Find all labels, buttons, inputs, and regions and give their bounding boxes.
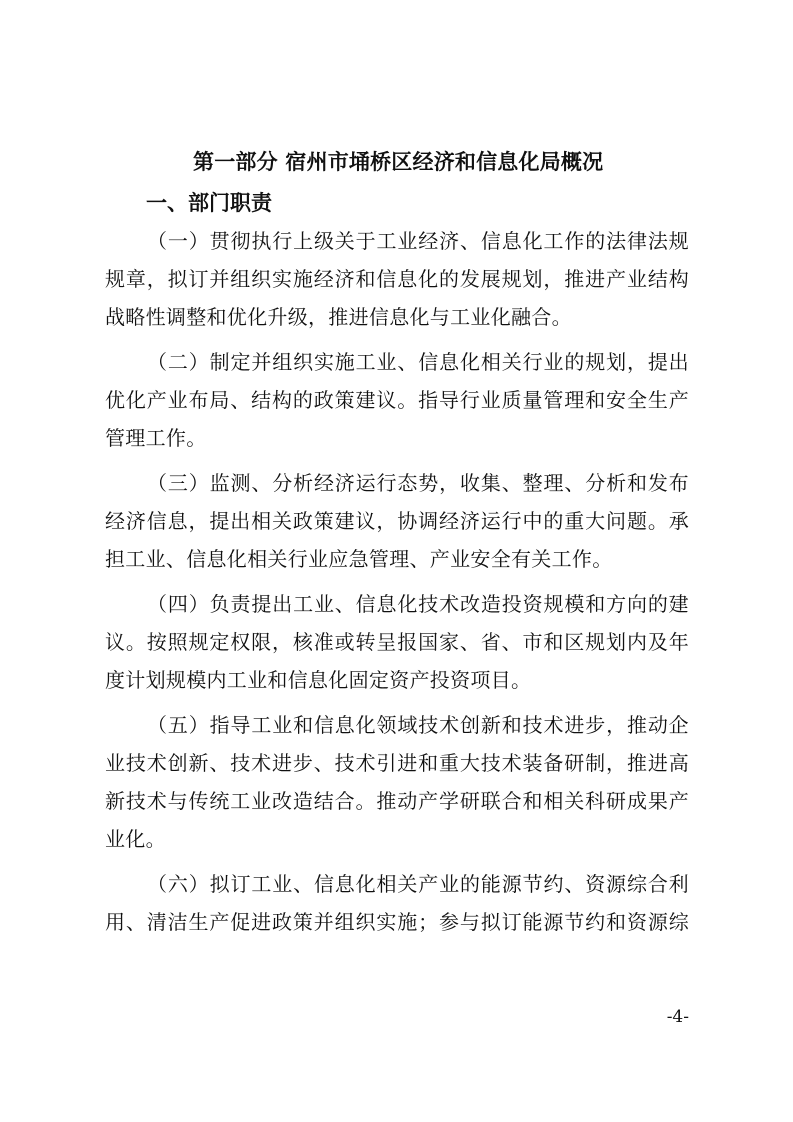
paragraph-line: 优化产业布局、结构的政策建议。指导行业质量管理和安全生产 [105, 388, 689, 412]
paragraph-line: 新技术与传统工业改造结合。推动产学研联合和相关科研成果产 [105, 789, 689, 813]
paragraph [105, 464, 689, 578]
paragraph [105, 222, 689, 336]
paragraph-line: 管理工作。 [105, 426, 207, 450]
paragraph-line: （一）贯彻执行上级关于工业经济、信息化工作的法律法规 [147, 229, 689, 253]
paragraph [105, 585, 689, 699]
paragraph [105, 343, 689, 457]
paragraph-line: 议。按照规定权限，核准或转呈报国家、省、市和区规划内及年 [105, 630, 689, 654]
paragraph-line: 经济信息，提出相关政策建议，协调经济运行中的重大问题。承 [105, 509, 689, 533]
paragraph-line: （四）负责提出工业、信息化技术改造投资规模和方向的建 [147, 592, 689, 616]
section-heading: 一、部门职责 [146, 191, 272, 215]
paragraph-line: 业技术创新、技术进步、技术引进和重大技术装备研制，推进高 [105, 751, 689, 775]
body-text [105, 222, 689, 948]
page-number: -4- [666, 1007, 689, 1027]
paragraph [105, 706, 689, 858]
paragraph-line: 业化。 [105, 827, 166, 851]
paragraph-line: 战略性调整和优化升级，推进信息化与工业化融合。 [105, 305, 572, 329]
paragraph-line: （二）制定并组织实施工业、信息化相关行业的规划，提出 [147, 350, 689, 374]
document-title: 第一部分 宿州市埇桥区经济和信息化局概况 [193, 150, 604, 174]
paragraph [105, 865, 689, 941]
paragraph-line: （五）指导工业和信息化领域技术创新和技术进步，推动企 [147, 713, 689, 737]
paragraph-line: 用、清洁生产促进政策并组织实施；参与拟订能源节约和资源综 [105, 910, 689, 934]
paragraph-line: （六）拟订工业、信息化相关产业的能源节约、资源综合利 [147, 872, 689, 896]
paragraph-line: 担工业、信息化相关行业应急管理、产业安全有关工作。 [105, 547, 613, 571]
paragraph-line: 度计划规模内工业和信息化固定资产投资项目。 [105, 668, 532, 692]
paragraph-line: （三）监测、分析经济运行态势，收集、整理、分析和发布 [147, 471, 689, 495]
paragraph-line: 规章，拟订并组织实施经济和信息化的发展规划，推进产业结构 [105, 267, 689, 291]
